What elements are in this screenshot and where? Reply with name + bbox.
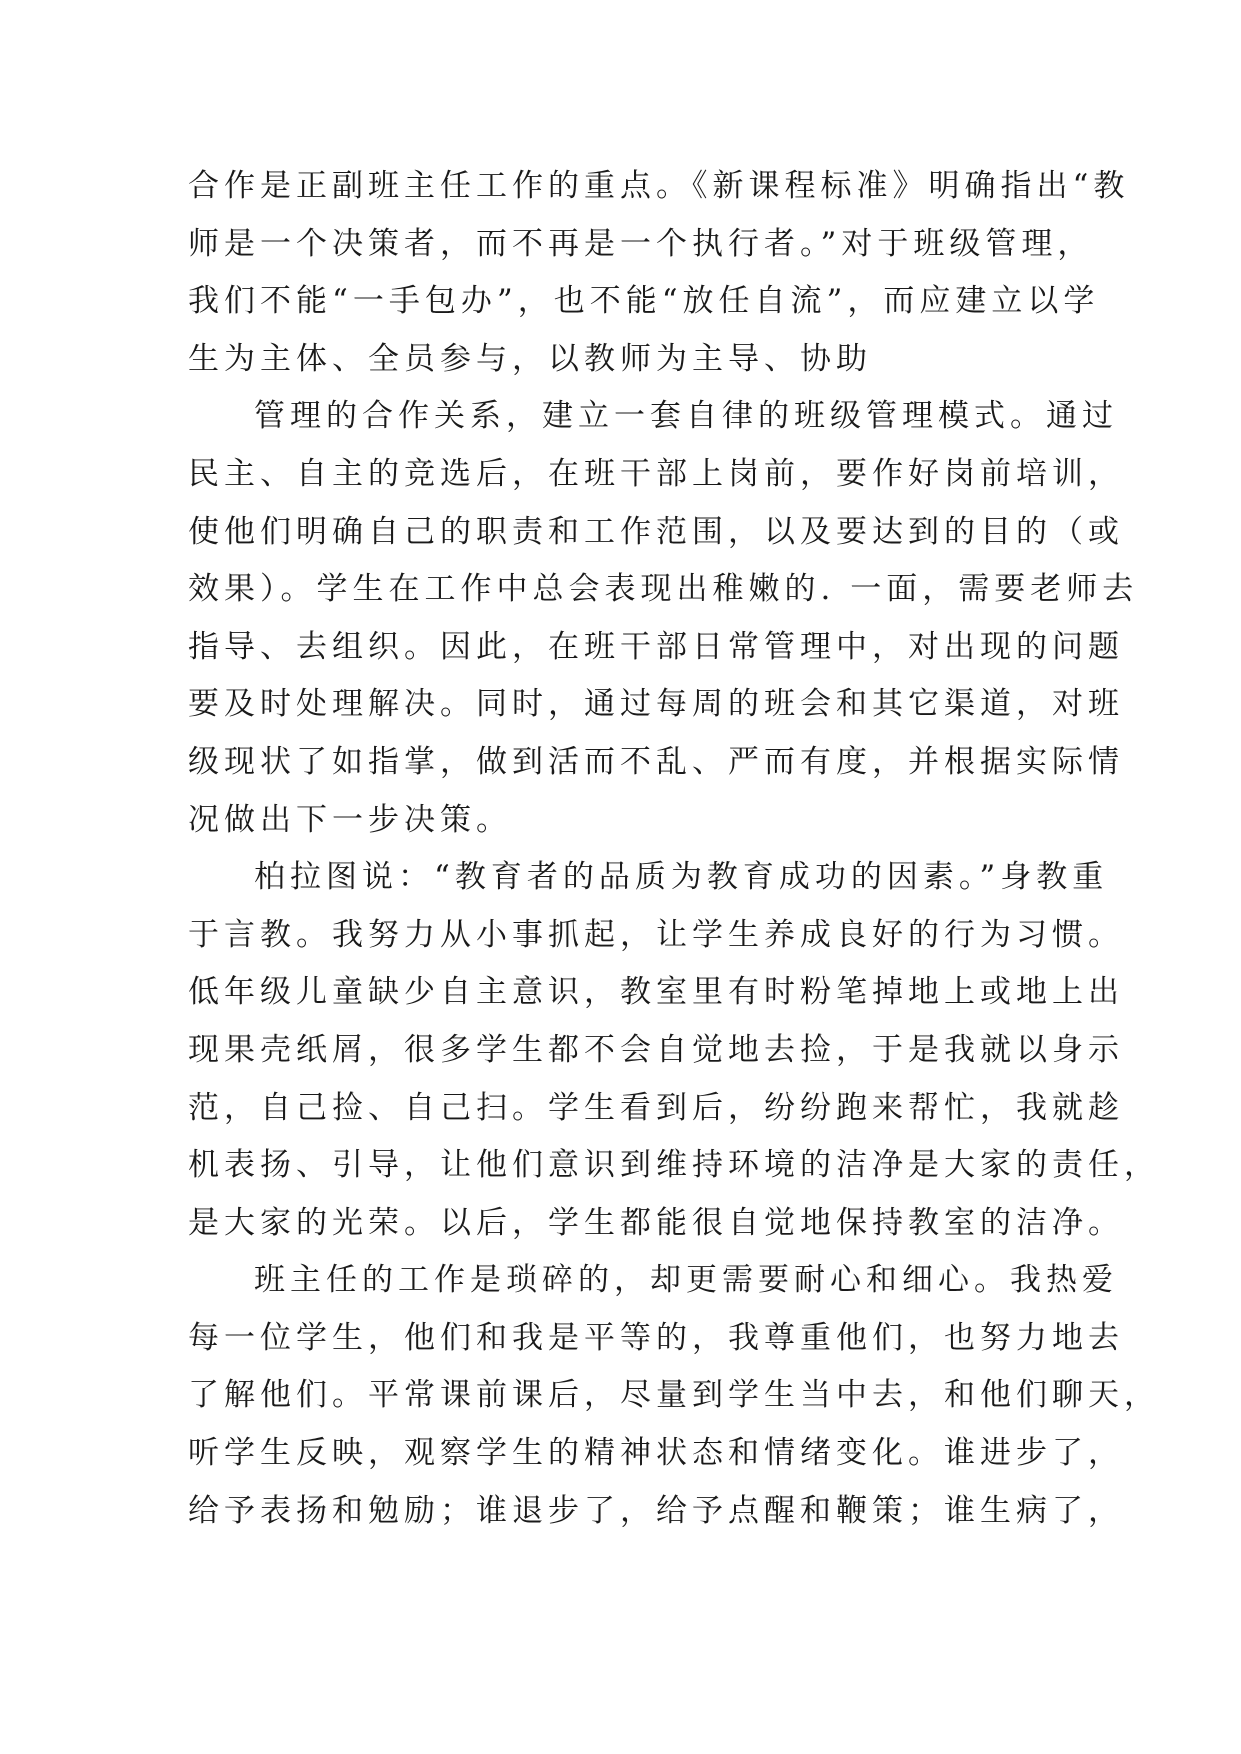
text-line: 现果壳纸屑，很多学生都不会自觉地去捡，于是我就以身示	[188, 1031, 1124, 1068]
text-line: 给予表扬和勉励；谁退步了，给予点醒和鞭策；谁生病了，	[188, 1492, 1124, 1529]
text-line: 合作是正副班主任工作的重点。《新课程标准》明确指出“教	[188, 168, 1130, 204]
text-line: 是大家的光荣。以后，学生都能很自觉地保持教室的洁净。	[188, 1204, 1124, 1241]
text-line: 听学生反映，观察学生的精神状态和情绪变化。谁进步了，	[188, 1435, 1124, 1472]
text-line: 每一位学生，他们和我是平等的，我尊重他们，也努力地去	[188, 1319, 1124, 1356]
paragraph-start-line: 管理的合作关系，建立一套自律的班级管理模式。通过	[254, 398, 1118, 435]
text-line: 况做出下一步决策。	[188, 801, 512, 838]
text-line: 使他们明确自己的职责和工作范围，以及要达到的目的（或	[188, 513, 1124, 550]
text-line: 范，自己捡、自己扫。学生看到后，纷纷跑来帮忙，我就趁	[188, 1089, 1124, 1126]
text-line: 师是一个决策者，而不再是一个执行者。”对于班级管理，	[188, 225, 1094, 262]
text-line: 我们不能“一手包办”，也不能“放任自流”，而应建立以学	[188, 283, 1100, 320]
text-line: 民主、自主的竞选后，在班干部上岗前，要作好岗前培训，	[188, 455, 1124, 492]
text-line: 效果）。学生在工作中总会表现出稚嫩的. 一面，需要老师去	[188, 571, 1139, 608]
text-line: 生为主体、全员参与，以教师为主导、协助	[188, 340, 872, 377]
text-line: 级现状了如指掌，做到活而不乱、严而有度，并根据实际情	[188, 743, 1124, 780]
text-line: 于言教。我努力从小事抓起，让学生养成良好的行为习惯。	[188, 916, 1124, 953]
paragraph-start-line: 班主任的工作是琐碎的，却更需要耐心和细心。我热爱	[254, 1262, 1118, 1299]
text-line: 指导、去组织。因此，在班干部日常管理中，对出现的问题	[188, 628, 1124, 665]
document-body	[188, 158, 1160, 1540]
paragraph-start-line: 柏拉图说：“教育者的品质为教育成功的因素。”身教重	[254, 859, 1109, 896]
text-line: 了解他们。平常课前课后，尽量到学生当中去，和他们聊天，	[188, 1377, 1160, 1414]
text-line: 要及时处理解决。同时，通过每周的班会和其它渠道，对班	[188, 686, 1124, 723]
text-line: 机表扬、引导，让他们意识到维持环境的洁净是大家的责任，	[188, 1147, 1160, 1184]
text-line: 低年级儿童缺少自主意识，教室里有时粉笔掉地上或地上出	[188, 974, 1124, 1011]
